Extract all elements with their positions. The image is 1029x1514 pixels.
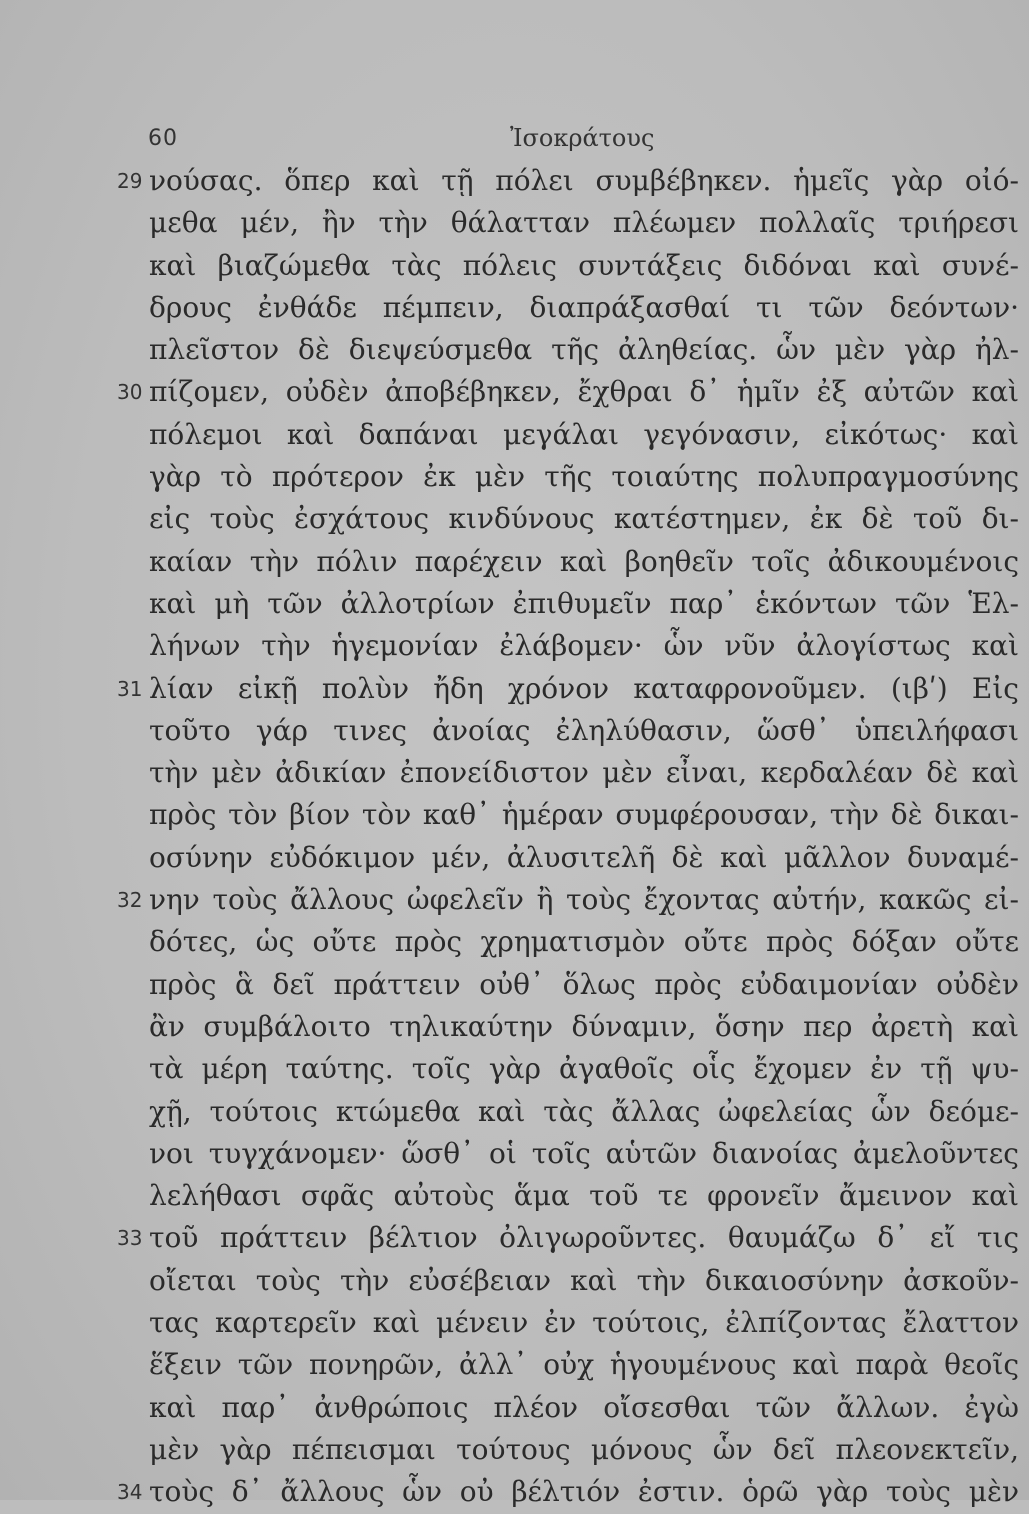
line-text: νοι τυγχάνομεν· ὥσθ᾽ οἱ τοῖς αὑτῶν διανοίας ἀμελοῦντες — [149, 1136, 1019, 1170]
running-title: Ἰσοκράτους — [510, 124, 655, 152]
text-line — [0, 625, 1029, 667]
line-text: νούσας. ὅπερ καὶ τῇ πόλει συμβέβηκεν. ἡμεῖς γὰρ οἰό- — [149, 164, 1019, 197]
line-text: οσύνην εὐδόκιμον μέν, ἀλυσιτελῆ δὲ καὶ μᾶλλον δυναμέ- — [149, 840, 1019, 874]
section-number: 31 — [117, 676, 143, 701]
line-text: τοῦτο γάρ τινες ἀνοίας ἐληλύθασιν, ὥσθ᾽ ὑπειλήφασι — [149, 713, 1019, 747]
line-text: λήνων τὴν ἡγεμονίαν ἐλάβομεν· ὧν νῦν ἀλογίστως καὶ — [149, 629, 1019, 663]
text-line — [0, 541, 1029, 583]
line-text: πλεῖστον δὲ διεψεύσμεθα τῆς ἀληθείας. ὧν μὲν γὰρ ἠλ- — [149, 333, 1019, 367]
text-line — [0, 1302, 1029, 1344]
section-number: 33 — [117, 1226, 143, 1251]
text-line — [0, 1006, 1029, 1048]
line-text: τας καρτερεῖν καὶ μένειν ἐν τούτοις, ἐλπίζοντας ἔλαττον — [149, 1306, 1019, 1340]
text-line — [0, 414, 1029, 456]
line-text: καὶ μὴ τῶν ἀλλοτρίων ἐπιθυμεῖν παρ᾽ ἑκόντων τῶν Ἑλ- — [149, 586, 1019, 620]
line-text: λίαν εἰκῇ πολὺν ἤδη χρόνον καταφρονοῦμεν. (ιβʹ) Εἰς — [149, 671, 1019, 705]
text-line — [0, 160, 1029, 202]
text-line — [0, 1344, 1029, 1386]
line-text: καὶ παρ᾽ ἀνθρώποις πλέον οἴσεσθαι τῶν ἄλλων. ἐγὼ — [149, 1390, 1019, 1424]
text-line — [0, 1048, 1029, 1090]
text-line — [0, 964, 1029, 1006]
text-line — [0, 1217, 1029, 1259]
text-line — [0, 583, 1029, 625]
text-line — [0, 837, 1029, 879]
text-line — [0, 1175, 1029, 1217]
line-text: εἰς τοὺς ἐσχάτους κινδύνους κατέστημεν, ἐκ δὲ τοῦ δι- — [149, 502, 1019, 536]
text-line — [0, 710, 1029, 752]
text-line — [0, 1091, 1029, 1133]
line-text: τὴν μὲν ἀδικίαν ἐπονείδιστον μὲν εἶναι, κερδαλέαν δὲ καὶ — [149, 756, 1019, 790]
text-line — [0, 921, 1029, 963]
line-text: τοῦ πράττειν βέλτιον ὀλιγωροῦντες. θαυμάζω δ᾽ εἴ τις — [149, 1221, 1019, 1255]
section-number: 32 — [117, 888, 143, 913]
text-line — [0, 794, 1029, 836]
line-text: δρους ἐνθάδε πέμπειν, διαπράξασθαί τι τῶν δεόντων· — [149, 290, 1019, 324]
text-line — [0, 1133, 1029, 1175]
text-line — [0, 371, 1029, 413]
line-text: μεθα μέν, ἢν τὴν θάλατταν πλέωμεν πολλαῖς τριήρεσι — [149, 206, 1019, 240]
text-line — [0, 245, 1029, 287]
line-text: πόλεμοι καὶ δαπάναι μεγάλαι γεγόνασιν, εἰκότως· καὶ — [149, 417, 1019, 451]
line-text: λελήθασι σφᾶς αὐτοὺς ἅμα τοῦ τε φρονεῖν ἄμεινον καὶ — [149, 1179, 1019, 1213]
line-text: τοὺς δ᾽ ἄλλους ὧν οὐ βέλτιόν ἐστιν. ὁρῶ γὰρ τοὺς μὲν — [149, 1475, 1019, 1509]
line-text: δότες, ὡς οὔτε πρὸς χρηματισμὸν οὔτε πρὸς δόξαν οὔτε — [149, 925, 1019, 959]
line-text: νην τοὺς ἄλλους ὠφελεῖν ἢ τοὺς ἔχοντας αὐτήν, κακῶς εἰ- — [149, 883, 1019, 917]
line-text: ἂν συμβάλοιτο τηλικαύτην δύναμιν, ὅσην περ ἀρετὴ καὶ — [149, 1009, 1019, 1043]
text-line — [0, 1429, 1029, 1471]
line-text: τὰ μέρη ταύτης. τοῖς γὰρ ἀγαθοῖς οἷς ἔχομεν ἐν τῇ ψυ- — [149, 1052, 1019, 1086]
text-line — [0, 498, 1029, 540]
line-text: γὰρ τὸ πρότερον ἐκ μὲν τῆς τοιαύτης πολυπραγμοσύνης — [149, 460, 1019, 494]
text-line — [0, 1471, 1029, 1513]
text-line — [0, 456, 1029, 498]
text-line — [0, 1387, 1029, 1429]
text-line — [0, 287, 1029, 329]
text-line — [0, 1260, 1029, 1302]
line-text: ἕξειν τῶν πονηρῶν, ἀλλ᾽ οὐχ ἡγουμένους καὶ παρὰ θεοῖς — [149, 1348, 1019, 1382]
line-text: καίαν τὴν πόλιν παρέχειν καὶ βοηθεῖν τοῖς ἀδικουμένοις — [149, 544, 1019, 578]
text-line — [0, 202, 1029, 244]
line-text: πρὸς τὸν βίον τὸν καθ᾽ ἡμέραν συμφέρουσαν, τὴν δὲ δικαι- — [149, 798, 1019, 832]
line-text: χῇ, τούτοις κτώμεθα καὶ τὰς ἄλλας ὠφελείας ὧν δεόμε- — [149, 1094, 1019, 1128]
line-text: μὲν γὰρ πέπεισμαι τούτους μόνους ὧν δεῖ πλεονεκτεῖν, — [149, 1432, 1019, 1466]
section-number: 34 — [117, 1480, 143, 1505]
line-text: πρὸς ἃ δεῖ πράττειν οὐθ᾽ ὅλως πρὸς εὐδαιμονίαν οὐδὲν — [149, 967, 1019, 1001]
line-text: καὶ βιαζώμεθα τὰς πόλεις συντάξεις διδόναι καὶ συνέ- — [149, 248, 1019, 282]
text-line — [0, 752, 1029, 794]
line-text: πίζομεν, οὐδὲν ἀποβέβηκεν, ἔχθραι δ᾽ ἡμῖν ἐξ αὐτῶν καὶ — [149, 375, 1019, 409]
page-number: 60 — [148, 126, 178, 151]
text-line — [0, 668, 1029, 710]
line-text: οἴεται τοὺς τὴν εὐσέβειαν καὶ τὴν δικαιοσύνην ἀσκοῦν- — [149, 1263, 1019, 1297]
text-line — [0, 879, 1029, 921]
page-header — [0, 118, 1029, 158]
section-number: 30 — [117, 380, 143, 405]
text-body — [0, 160, 1029, 1514]
section-number: 29 — [117, 169, 143, 193]
text-line — [0, 329, 1029, 371]
